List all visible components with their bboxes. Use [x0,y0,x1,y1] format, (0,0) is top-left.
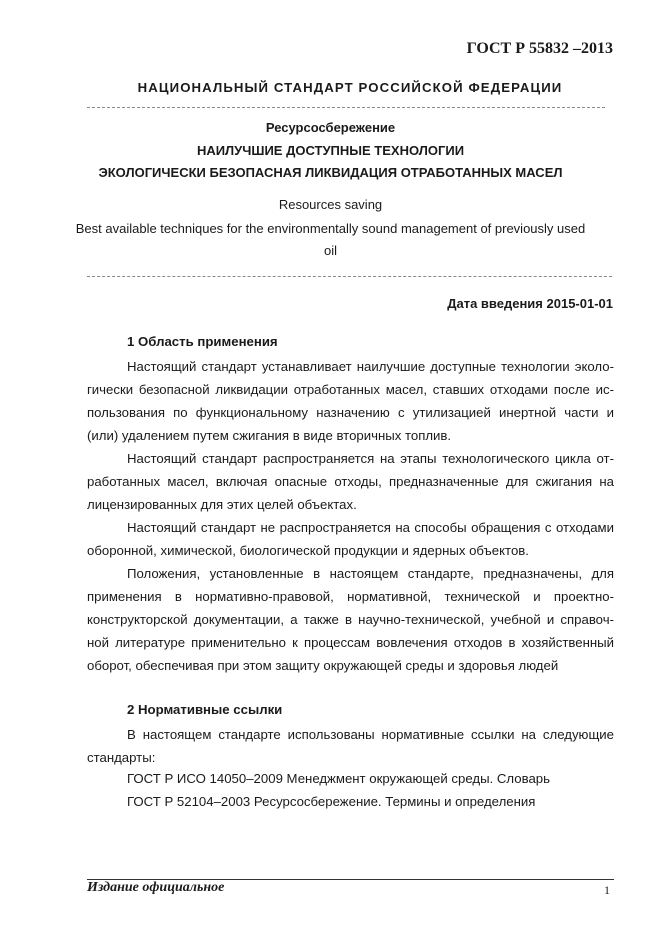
text-line: работанных масел, включая опасные отходы, предназначенные для сжигания на [87,474,614,489]
english-title-line-1: Best available techniques for the environmentally sound management of previously used [75,221,586,236]
english-category: Resources saving [278,197,383,212]
section-2-heading: 2 Нормативные ссылки [127,702,283,717]
title-category: Ресурсосбережение [265,120,396,135]
document-code: ГОСТ Р 55832 –2013 [466,40,613,57]
text-line: В настоящем стандарте использованы нормативные ссылки на следующие [127,727,614,742]
text-line: пользования по функциональному назначению с утилизацией инертной части и [87,405,614,420]
section-1-paragraph-1 [87,355,614,447]
official-edition-label: Издание официальное [87,880,225,895]
normative-reference: ГОСТ Р 52104–2003 Ресурсосбережение. Термины и определения [127,794,536,809]
text-line: конструкторской документации, а также в научно-технической, учебной и справоч- [87,612,614,627]
section-1-heading: 1 Область применения [127,334,278,349]
page-number: 1 [604,883,610,897]
section-1-paragraph-3 [87,516,614,562]
introduction-date: Дата введения 2015-01-01 [447,296,613,311]
section-1-paragraph-4 [87,562,614,677]
title-line-2: ЭКОЛОГИЧЕСКИ БЕЗОПАСНАЯ ЛИКВИДАЦИЯ ОТРАБОТАННЫХ МАСЕЛ [98,165,563,180]
text-line: Положения, установленные в настоящем стандарте, предназначены, для [127,566,614,581]
title-line-1: НАИЛУЧШИЕ ДОСТУПНЫЕ ТЕХНОЛОГИИ [196,143,465,158]
text-line: стандарты: [87,750,156,765]
text-line: Настоящий стандарт не распространяется на способы обращения с отходами [127,520,614,535]
section-1-paragraph-2 [87,447,614,516]
normative-reference: ГОСТ Р ИСО 14050–2009 Менеджмент окружающей среды. Словарь [127,771,550,786]
text-line: лицензированных для этих целей объектах. [87,497,357,512]
text-line: оборот, обеспечивая при этом защиту окружающей среды и здоровья людей [87,658,559,673]
text-line: Настоящий стандарт устанавливает наилучшие доступные технологии эколо- [127,359,614,374]
text-line: (или) удалением путем сжигания в виде вторичных топлив. [87,428,452,443]
text-line: оборонной, химической, биологической продукции и ядерных объектов. [87,543,529,558]
text-line: применения в нормативно-правовой, нормативной, технической и проектно- [87,589,614,604]
title-divider [87,276,612,277]
section-2-paragraph-1 [87,723,614,769]
text-line: гически безопасной ликвидации отработанных масел, ставших отходами после ис- [87,382,614,397]
national-standard-title: НАЦИОНАЛЬНЫЙ СТАНДАРТ РОССИЙСКОЙ ФЕДЕРАЦИИ [137,80,563,95]
text-line: Настоящий стандарт распространяется на этапы технологического цикла от- [127,451,614,466]
text-line: ной литературе применительно к процессам вовлечения отходов в хозяйственный [87,635,614,650]
header-divider [87,107,605,108]
english-title-line-2: oil [323,243,337,258]
